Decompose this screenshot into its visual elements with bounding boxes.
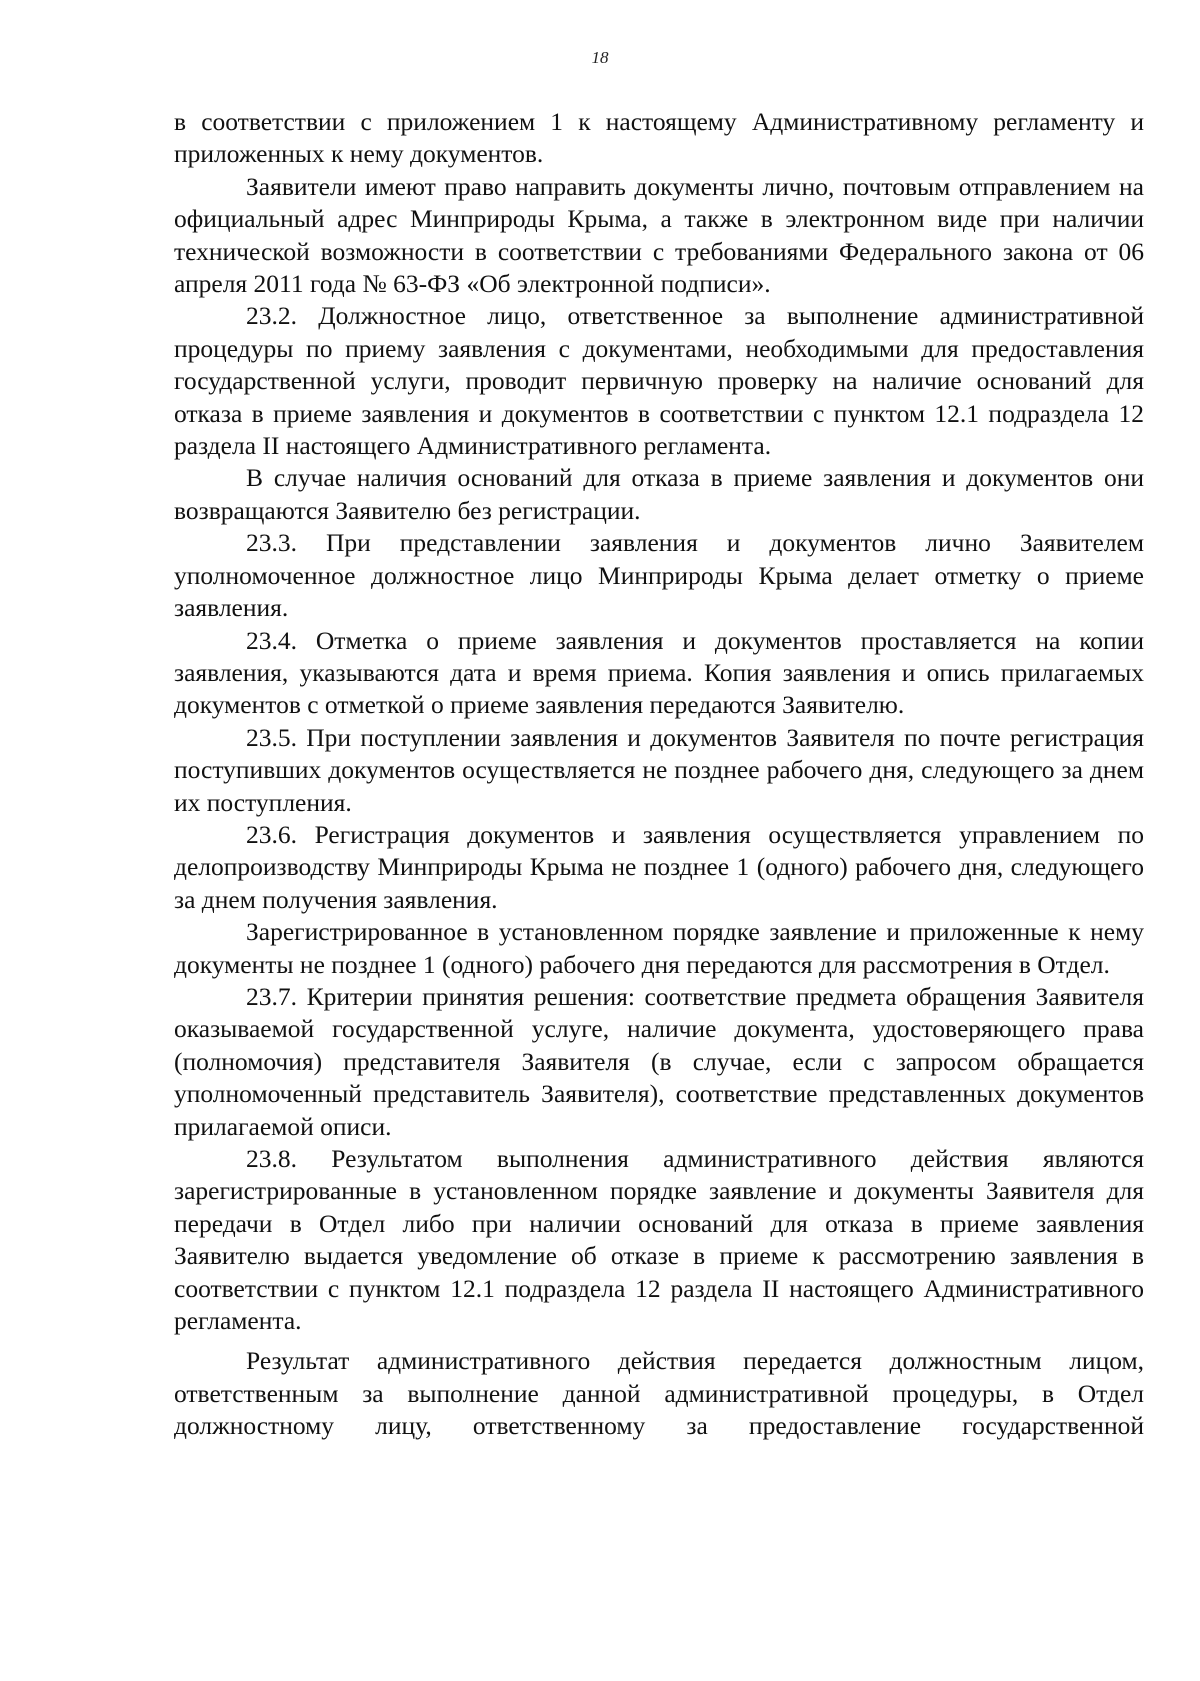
paragraph-23-8: 23.8. Результатом выполнения административного действия являются зарегистрированные в установленном порядке заявление и документы Заявителя для передачи в Отдел либо при наличии оснований для отказа в приеме заявления Заявителю выдается уведомление об отказе в приеме к рассмотрению заявления в соответствии с пунктом 12.1 подраздела 12 раздела II настоящего Административного регламента. xyxy=(174,1144,1144,1336)
document-body xyxy=(174,106,1144,1443)
paragraph-23-7: 23.7. Критерии принятия решения: соответствие предмета обращения Заявителя оказываемой государственной услуге, наличие документа, удостоверяющего права (полномочия) представителя Заявителя (в случае, если с запросом обращается уполномоченный представитель Заявителя), соответствие представленных документов прилагаемой описи. xyxy=(174,981,1144,1141)
paragraph-23-2: 23.2. Должностное лицо, ответственное за выполнение административной процедуры по приему заявления с документами, необходимыми для предоставления государственной услуги, проводит первичную проверку на наличие оснований для отказа в приеме заявления и документов в соответствии с пунктом 12.1 подраздела 12 раздела II настоящего Административного регламента. xyxy=(174,301,1144,461)
paragraph-registered-transfer: Зарегистрированное в установленном порядке заявление и приложенные к нему документы не позднее 1 (одного) рабочего дня передаются для рассмотрения в Отдел. xyxy=(174,917,1144,979)
paragraph-23-3: 23.3. При представлении заявления и документов лично Заявителем уполномоченное должностное лицо Минприроды Крыма делает отметку о приеме заявления. xyxy=(174,528,1144,623)
paragraph-23-5: 23.5. При поступлении заявления и документов Заявителя по почте регистрация поступивших документов осуществляется не позднее рабочего дня, следующего за днем их поступления. xyxy=(174,722,1144,817)
page-number: 18 xyxy=(591,48,609,67)
paragraph-23-6: 23.6. Регистрация документов и заявления осуществляется управлением по делопроизводству Минприроды Крыма не позднее 1 (одного) рабочего дня, следующего за днем получения заявления. xyxy=(174,819,1144,914)
paragraph-refusal-return: В случае наличия оснований для отказа в приеме заявления и документов они возвращаются Заявителю без регистрации. xyxy=(174,463,1144,525)
paragraph-result-transfer: Результат административного действия передается должностным лицом, ответственным за выполнение данной административной процедуры, в Отдел должностному лицу, ответственному за предоставление государственной xyxy=(174,1346,1144,1441)
paragraph-applicants-rights: Заявители имеют право направить документы лично, почтовым отправлением на официальный адрес Минприроды Крыма, а также в электронном виде при наличии технической возможности в соответствии с требованиями Федерального закона от 06 апреля 2011 года № 63-ФЗ «Об электронной подписи». xyxy=(174,171,1144,299)
paragraph-continuation: в соответствии с приложением 1 к настоящему Административному регламенту и приложенных к нему документов. xyxy=(174,107,1144,169)
paragraph-23-4: 23.4. Отметка о приеме заявления и документов проставляется на копии заявления, указываются дата и время приема. Копия заявления и опись прилагаемых документов с отметкой о приеме заявления передаются Заявителю. xyxy=(174,625,1144,720)
